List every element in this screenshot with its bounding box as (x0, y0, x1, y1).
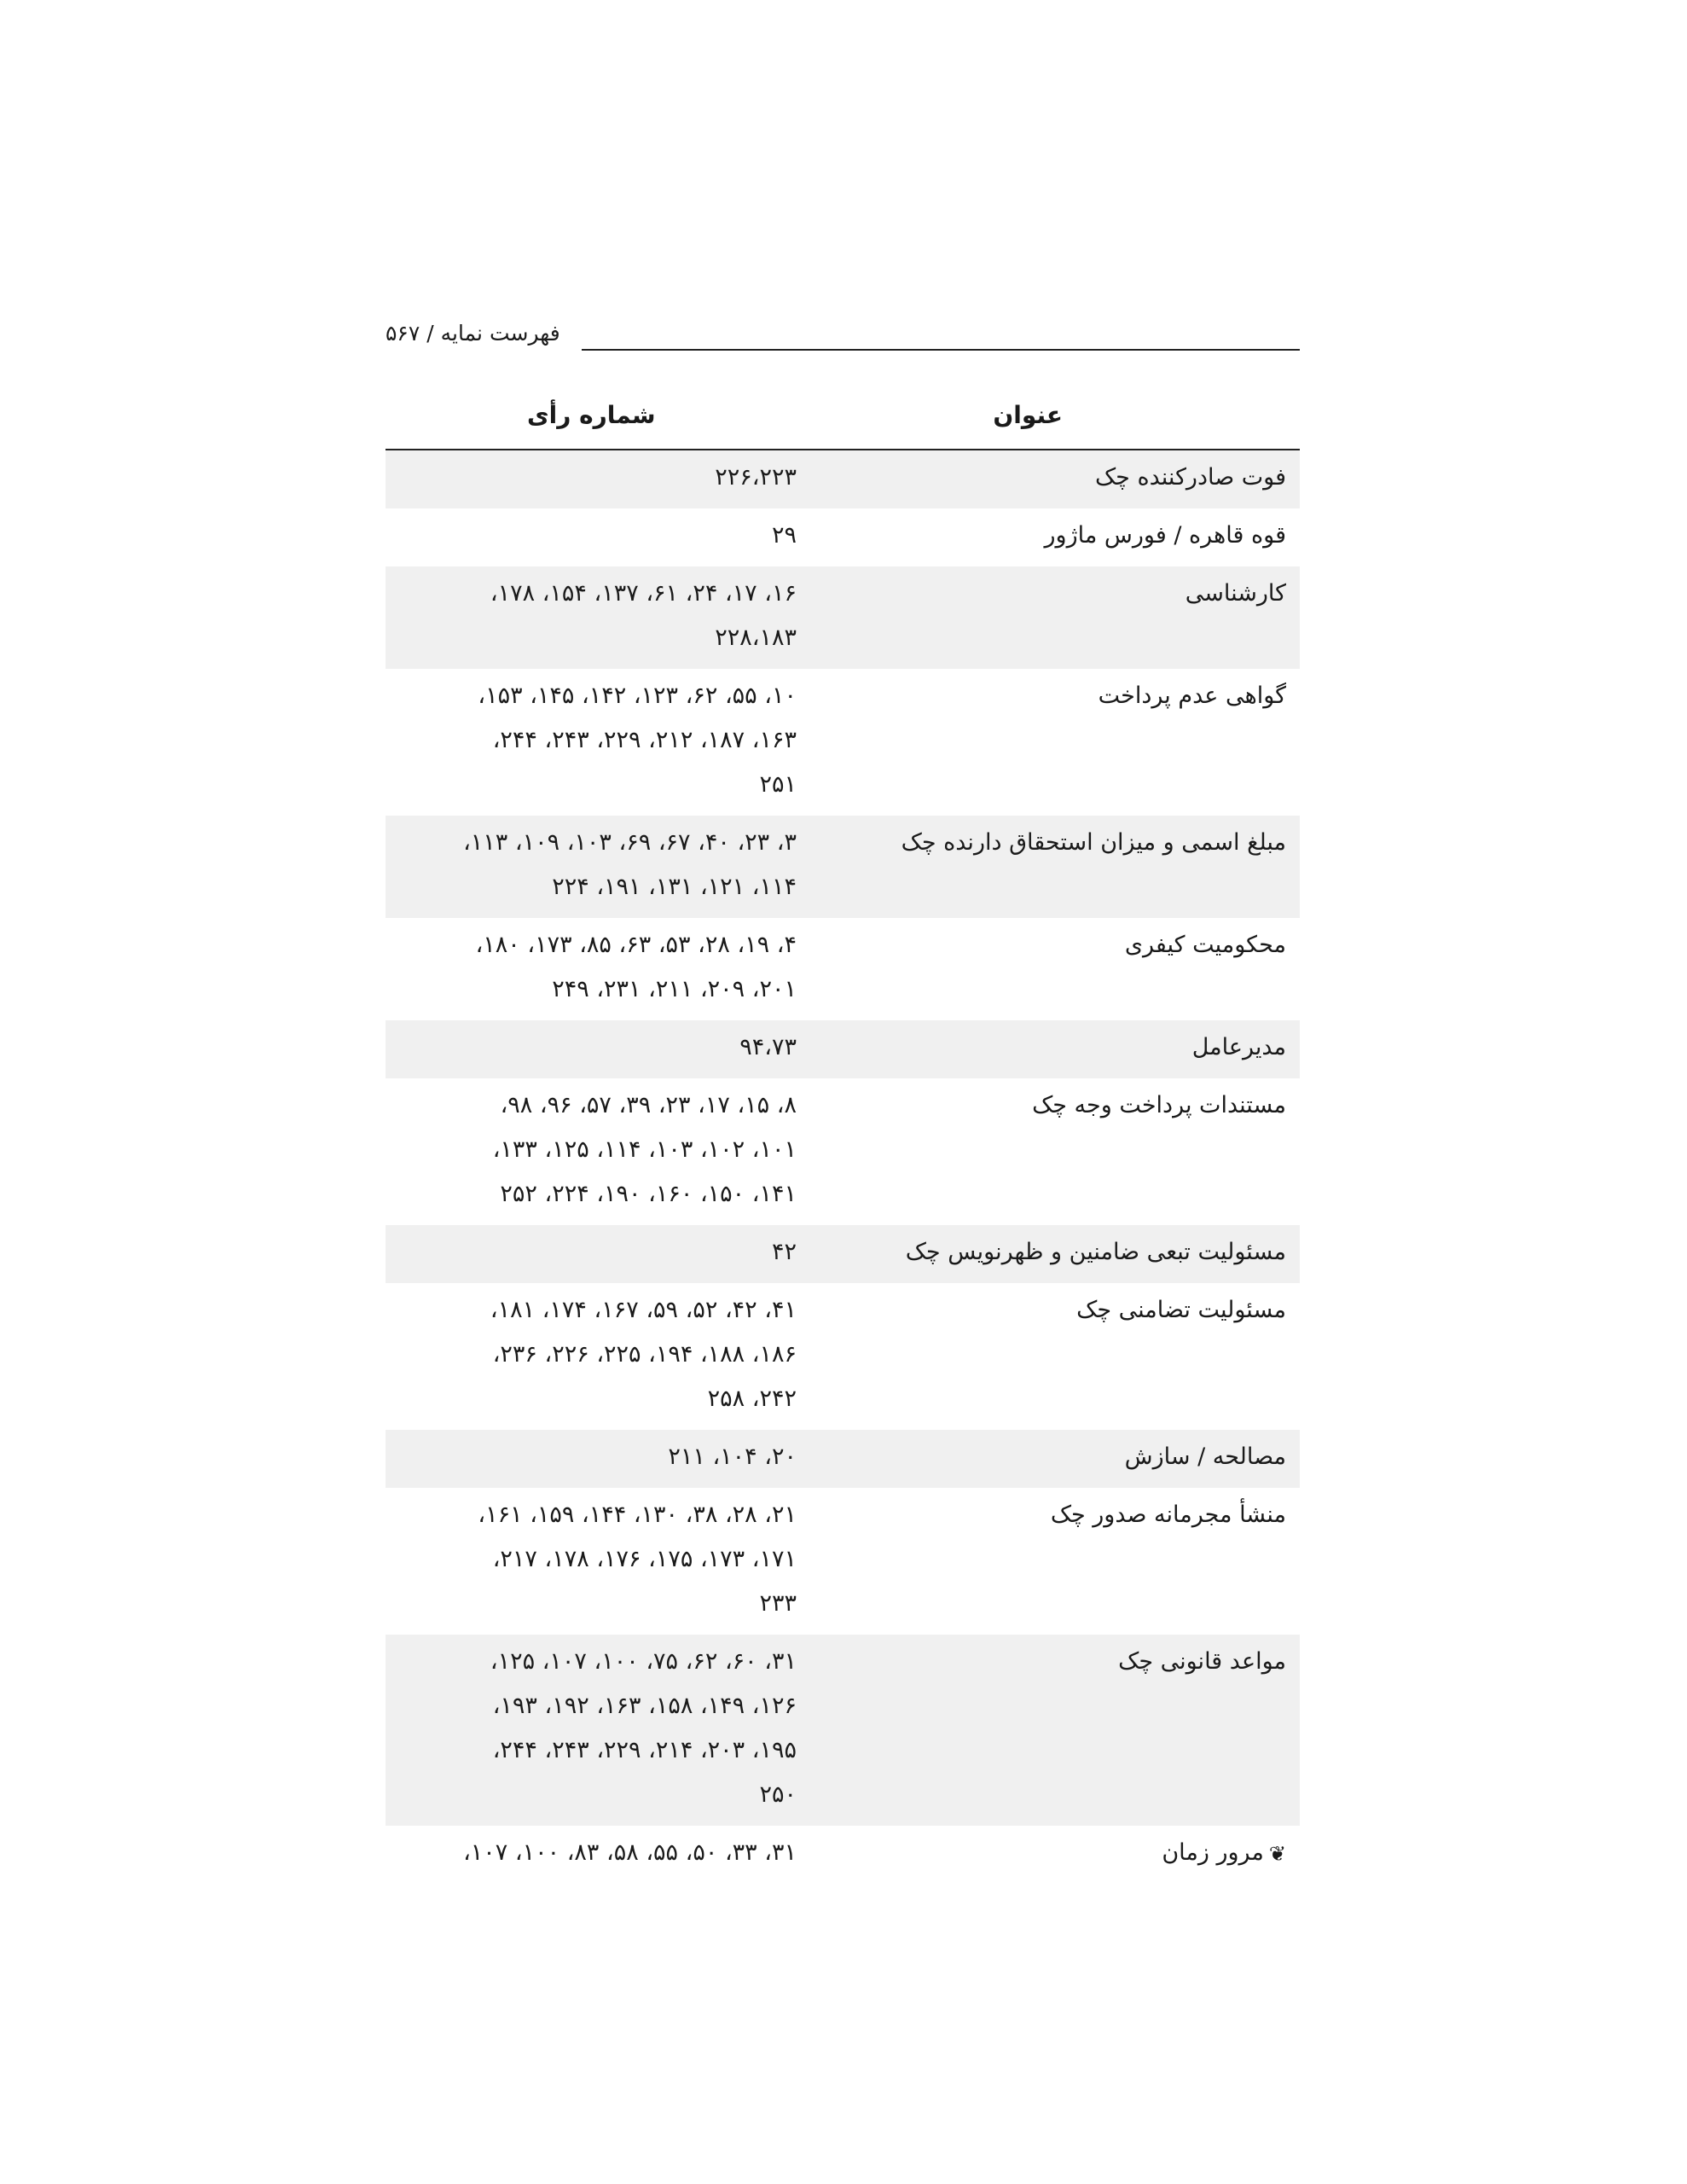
index-entry-numbers (406, 1831, 797, 1876)
number-line: ۳، ۲۳، ۴۰، ۶۷، ۶۹، ۱۰۳، ۱۰۹، ۱۱۳، (463, 829, 797, 856)
number-line: ۱۸۶، ۱۸۸، ۱۹۴، ۲۲۵، ۲۲۶، ۲۳۶، (492, 1341, 797, 1368)
index-entry-numbers (406, 1230, 797, 1275)
table-row (386, 1020, 1300, 1078)
number-line: ۲۵۰ (759, 1781, 797, 1808)
column-header-number: شماره رأی (527, 401, 656, 429)
index-entry-numbers (406, 1083, 797, 1217)
number-line: ۱۴۱، ۱۵۰، ۱۶۰، ۱۹۰، ۲۲۴، ۲۵۲ (500, 1181, 797, 1207)
number-line: ۲۱، ۲۸، ۳۸، ۱۳۰، ۱۴۴، ۱۵۹، ۱۶۱، (478, 1502, 797, 1528)
index-entry-label: کارشناسی (1185, 580, 1286, 607)
index-entry-title (797, 1083, 1300, 1217)
number-line: ۲۰، ۱۰۴، ۲۱۱ (668, 1443, 797, 1470)
index-entry-label: مواعد قانونی چک (1118, 1648, 1286, 1675)
table-row (386, 566, 1300, 669)
index-entry-title (797, 674, 1300, 807)
index-entry-title (797, 1435, 1300, 1479)
number-line: ۱۰۱، ۱۰۲، ۱۰۳، ۱۱۴، ۱۲۵، ۱۳۳، (492, 1136, 797, 1163)
index-entry-label: مدیرعامل (1191, 1034, 1286, 1060)
index-entry-numbers (406, 1288, 797, 1421)
index-entry-title (797, 1493, 1300, 1626)
index-entry-label: مسئولیت تبعی ضامنین و ظهرنویس چک (905, 1239, 1286, 1265)
index-entry-label: مبلغ اسمی و میزان استحقاق دارنده چک (901, 829, 1286, 856)
index-entry-label: گواهی عدم پرداخت (1098, 682, 1286, 709)
number-line: ۱۶۳، ۱۸۷، ۲۱۲، ۲۲۹، ۲۴۳، ۲۴۴، (492, 727, 797, 753)
index-entry-label: محکومیت کیفری (1124, 932, 1286, 958)
header-rule (582, 349, 1300, 351)
index-entry-label: قوه قاهره / فورس ماژور (1044, 522, 1286, 549)
table-row (386, 669, 1300, 816)
leaf-icon: ❦ (1268, 1841, 1286, 1866)
number-line: ۱۱۴، ۱۲۱، ۱۳۱، ۱۹۱، ۲۲۴ (552, 874, 797, 900)
number-line: ۲۰۱، ۲۰۹، ۲۱۱، ۲۳۱، ۲۴۹ (552, 976, 797, 1002)
table-row (386, 1430, 1300, 1488)
index-entry-numbers (406, 1435, 797, 1479)
table-row (386, 918, 1300, 1020)
index-entry-numbers (406, 674, 797, 807)
number-line: ۹۴،۷۳ (739, 1034, 797, 1060)
number-line: ۱۶، ۱۷، ۲۴، ۶۱، ۱۳۷، ۱۵۴، ۱۷۸، (490, 580, 797, 607)
index-entry-title (797, 572, 1300, 660)
number-line: ۲۲۶،۲۲۳ (715, 464, 797, 491)
index-entry-numbers (406, 821, 797, 909)
number-line: ۸، ۱۵، ۱۷، ۲۳، ۳۹، ۵۷، ۹۶، ۹۸، (500, 1092, 797, 1118)
index-entry-title (797, 1640, 1300, 1817)
index-entry-title (797, 456, 1300, 500)
number-line: ۳۱، ۳۳، ۵۰، ۵۵، ۵۸، ۸۳، ۱۰۰، ۱۰۷، (463, 1839, 797, 1866)
table-row (386, 1488, 1300, 1635)
index-entry-numbers (406, 923, 797, 1012)
index-entry-numbers (406, 572, 797, 660)
number-line: ۱۷۱، ۱۷۳، ۱۷۵، ۱۷۶، ۱۷۸، ۲۱۷، (492, 1546, 797, 1572)
number-line: ۱۹۵، ۲۰۳، ۲۱۴، ۲۲۹، ۲۴۳، ۲۴۴، (492, 1737, 797, 1763)
index-entry-label: مسئولیت تضامنی چک (1076, 1297, 1286, 1323)
number-line: ۴، ۱۹، ۲۸، ۵۳، ۶۳، ۸۵، ۱۷۳، ۱۸۰، (475, 932, 797, 958)
number-line: ۲۵۱ (759, 771, 797, 798)
index-entry-label: منشأ مجرمانه صدور چک (1050, 1502, 1286, 1528)
table-row (386, 1635, 1300, 1826)
number-line: ۴۲ (771, 1239, 797, 1265)
number-line: ۱۲۶، ۱۴۹، ۱۵۸، ۱۶۳، ۱۹۲، ۱۹۳، (492, 1693, 797, 1719)
index-entry-numbers (406, 1640, 797, 1817)
column-headers (386, 353, 1300, 449)
table-row (386, 450, 1300, 508)
table-row (386, 1283, 1300, 1430)
index-entry-label: فوت صادرکننده چک (1095, 464, 1286, 491)
number-line: ۱۰، ۵۵، ۶۲، ۱۲۳، ۱۴۲، ۱۴۵، ۱۵۳، (478, 682, 797, 709)
index-entry-title (797, 821, 1300, 909)
index-entry-numbers (406, 456, 797, 500)
table-row (386, 816, 1300, 918)
index-entry-title (797, 1025, 1300, 1070)
number-line: ۲۴۲، ۲۵۸ (707, 1385, 797, 1412)
index-entry-title (797, 514, 1300, 558)
number-line: ۲۹ (771, 522, 797, 549)
table-row (386, 1078, 1300, 1225)
index-entry-numbers (406, 1025, 797, 1070)
number-line: ۴۱، ۴۲، ۵۲، ۵۹، ۱۶۷، ۱۷۴، ۱۸۱، (490, 1297, 797, 1323)
running-title: فهرست نمایه / ۵۶۷ (386, 321, 560, 346)
column-header-title: عنوان (993, 401, 1063, 429)
index-entry-label: مستندات پرداخت وجه چک (1032, 1092, 1286, 1118)
index-entry-numbers (406, 514, 797, 558)
index-entry-title (797, 1230, 1300, 1275)
index-entry-label: مرور زمان (1162, 1839, 1264, 1866)
table-row (386, 1826, 1300, 1885)
number-line: ۲۳۳ (759, 1590, 797, 1617)
table-row (386, 508, 1300, 566)
table-row (386, 1225, 1300, 1283)
number-line: ۳۱، ۶۰، ۶۲، ۷۵، ۱۰۰، ۱۰۷، ۱۲۵، (490, 1648, 797, 1675)
index-entry-numbers (406, 1493, 797, 1626)
number-line: ۲۲۸،۱۸۳ (715, 624, 797, 651)
index-page (386, 316, 1300, 1885)
index-entry-label: مصالحه / سازش (1124, 1443, 1286, 1470)
running-header (386, 316, 1300, 353)
index-entry-title (797, 923, 1300, 1012)
index-table (386, 450, 1300, 1885)
index-entry-title (797, 1288, 1300, 1421)
index-entry-title (797, 1831, 1300, 1876)
